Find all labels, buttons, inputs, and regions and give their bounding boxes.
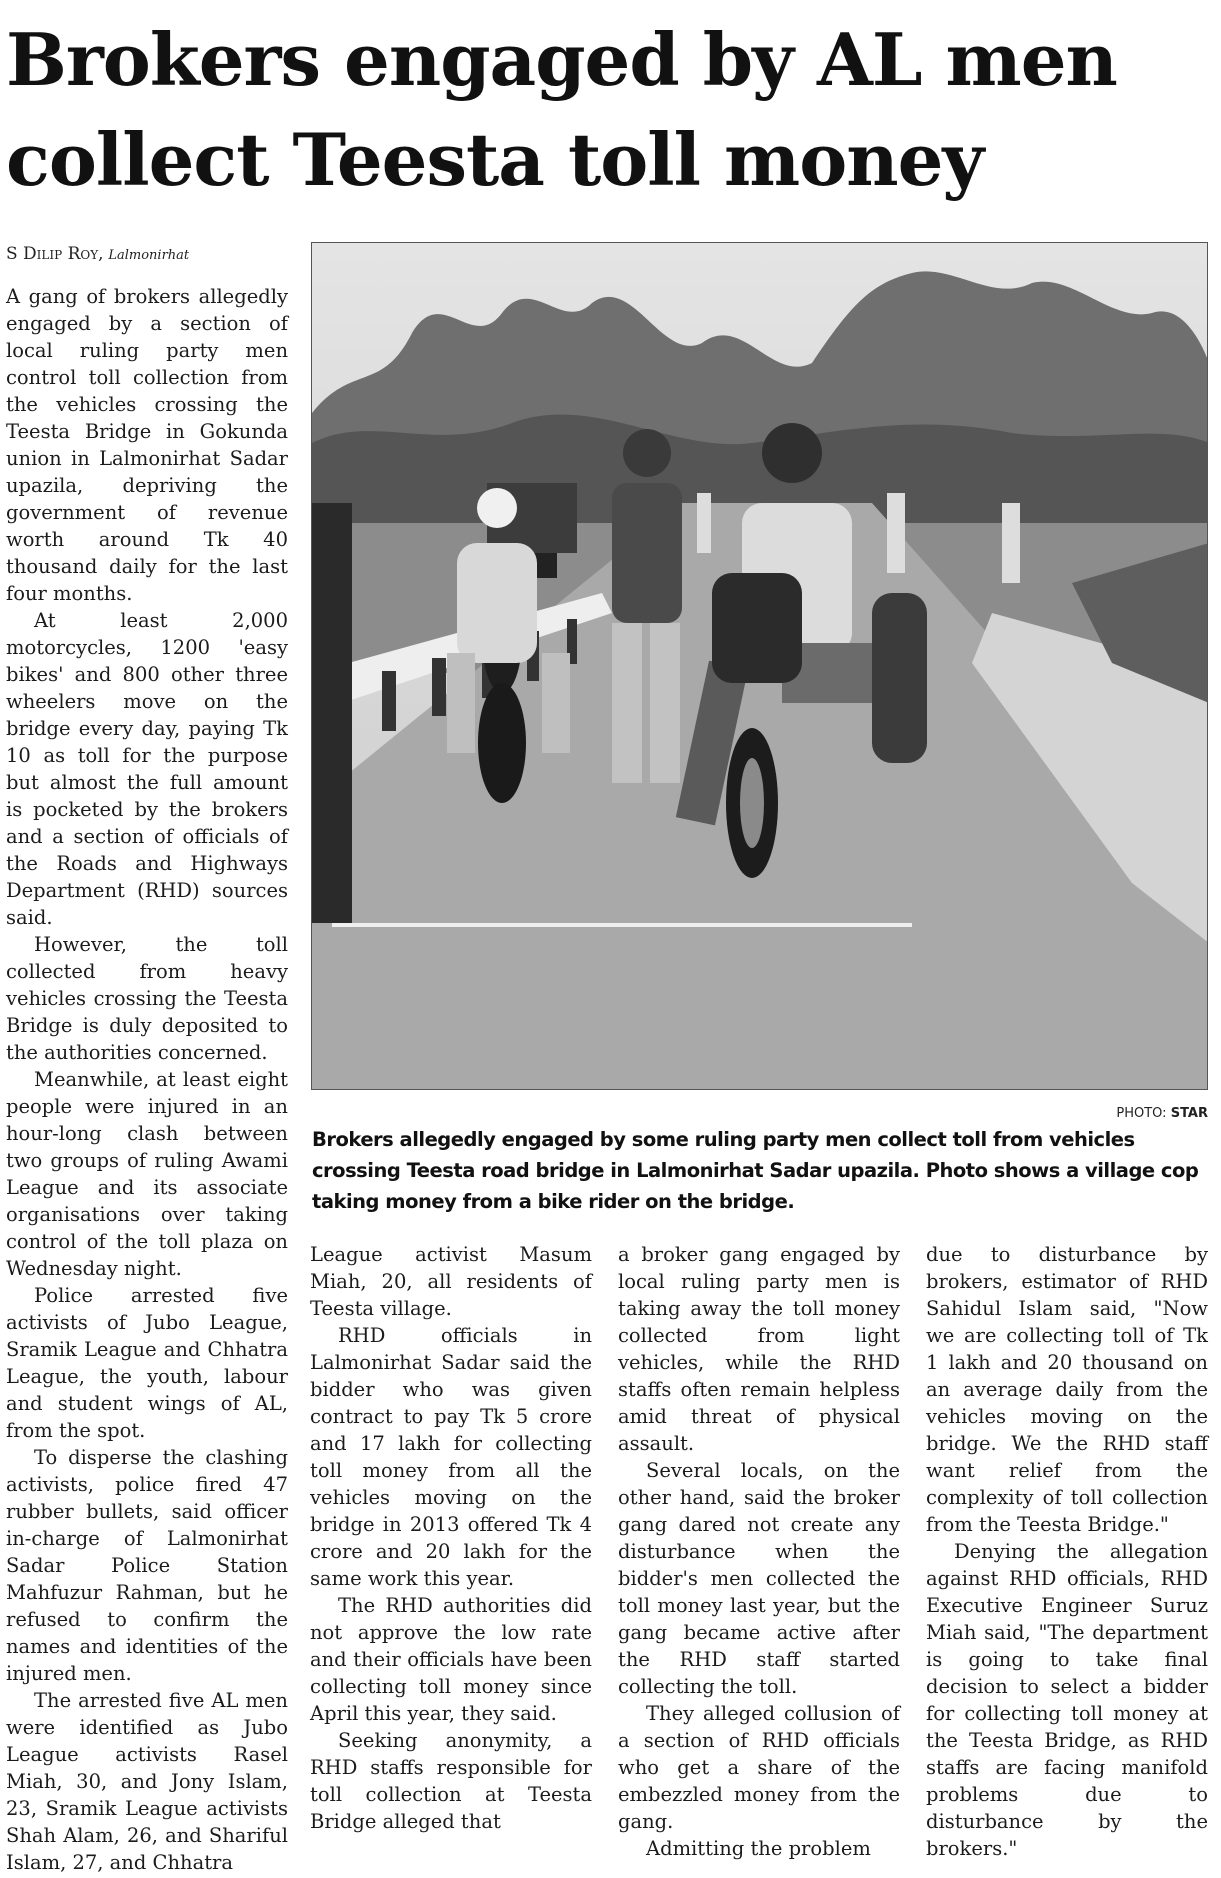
news-photo	[311, 242, 1208, 1090]
photo-credit	[1116, 1106, 1208, 1121]
paragraph: To disperse the clashing activists, police fired 47 rubber bullets, said officer in-charge of Lalmonirhat Sadar Police Station Mahfuzur Rahman, but he refused to confirm the names and identities of the injured men.	[6, 1446, 288, 1685]
paragraph: Several locals, on the other hand, said the broker gang dared not create any disturbance when the bidder's men collected the toll money last year, but the gang became active after the RHD staff started collecting the toll.	[618, 1459, 900, 1698]
byline-author: S Dilip Roy,	[6, 244, 104, 264]
paragraph: Police arrested five activists of Jubo League, Sramik League and Chhatra League, the youth, labour and student wings of AL, from the spot.	[6, 1284, 288, 1442]
paragraph: At least 2,000 motorcycles, 1200 'easy bikes' and 800 other three wheelers move on the bridge every day, paying Tk 10 as toll for the purpose but almost the full amount is pocketed by the brokers and a section of officials of the Roads and Highways Department (RHD) sources said.	[6, 609, 288, 929]
headline: Brokers engaged by AL men collect Teesta toll money	[6, 17, 1117, 202]
paragraph: RHD officials in Lalmonirhat Sadar said the bidder who was given contract to pay Tk 5 crore and 17 lakh for collecting toll money from all the vehicles moving on the bridge in 2013 offered Tk 4 crore and 20 lakh for the same work this year.	[310, 1324, 592, 1590]
paragraph: A gang of brokers allegedly engaged by a section of local ruling party men control toll collection from the vehicles crossing the Teesta Bridge in Gokunda union in Lalmonirhat Sadar upazila, depriving the government of revenue worth around Tk 40 thousand daily for the last four months.	[6, 285, 288, 605]
paragraph: Seeking anonymity, a RHD staffs responsible for toll collection at Teesta Bridge alleged that	[310, 1729, 592, 1833]
byline-location: Lalmonirhat	[108, 248, 190, 263]
photo-credit-source: STAR	[1170, 1106, 1208, 1121]
paragraph: Denying the allegation against RHD officials, RHD Executive Engineer Suruz Miah said, "The department is going to take final decision to select a bidder for collecting toll money at the Teesta Bridge, as RHD staffs are facing manifold problems due to disturbance by the brokers."	[926, 1540, 1208, 1860]
column-3	[618, 1241, 900, 1862]
paragraph: Meanwhile, at least eight people were injured in an hour-long clash between two groups of ruling Awami League and its associate organisations over taking control of the toll plaza on Wednesday night.	[6, 1068, 288, 1280]
byline	[6, 244, 189, 264]
paragraph: due to disturbance by brokers, estimator of RHD Sahidul Islam said, "Now we are collecting toll of Tk 1 lakh and 20 thousand on an average daily from the vehicles moving on the bridge. We the RHD staff want relief from the complexity of toll collection from the Teesta Bridge."	[926, 1243, 1208, 1536]
column-4	[926, 1241, 1208, 1862]
photo-credit-label: PHOTO:	[1116, 1106, 1171, 1121]
paragraph: The RHD authorities did not approve the low rate and their officials have been collecting toll money since April this year, they said.	[310, 1594, 592, 1725]
column-1	[6, 283, 288, 1876]
photo-caption: Brokers allegedly engaged by some ruling party men collect toll from vehicles crossing Teesta road bridge in Lalmonirhat Sadar upazila. Photo shows a village cop taking money from a bike rider on the bridge.	[312, 1128, 1199, 1213]
paragraph: a broker gang engaged by local ruling party men is taking away the toll money collected from light vehicles, while the RHD staffs often remain helpless amid threat of physical assault.	[618, 1243, 900, 1455]
column-2	[310, 1241, 592, 1835]
paragraph: However, the toll collected from heavy vehicles crossing the Teesta Bridge is duly deposited to the authorities concerned.	[6, 933, 288, 1064]
paragraph: League activist Masum Miah, 20, all residents of Teesta village.	[310, 1243, 592, 1320]
paragraph: The arrested five AL men were identified as Jubo League activists Rasel Miah, 30, and Jony Islam, 23, Sramik League activists Shah Alam, 26, and Shariful Islam, 27, and Chhatra	[6, 1689, 288, 1874]
paragraph: Admitting the problem	[646, 1837, 871, 1860]
paragraph: They alleged collusion of a section of RHD officials who get a share of the embezzled money from the gang.	[618, 1702, 900, 1833]
